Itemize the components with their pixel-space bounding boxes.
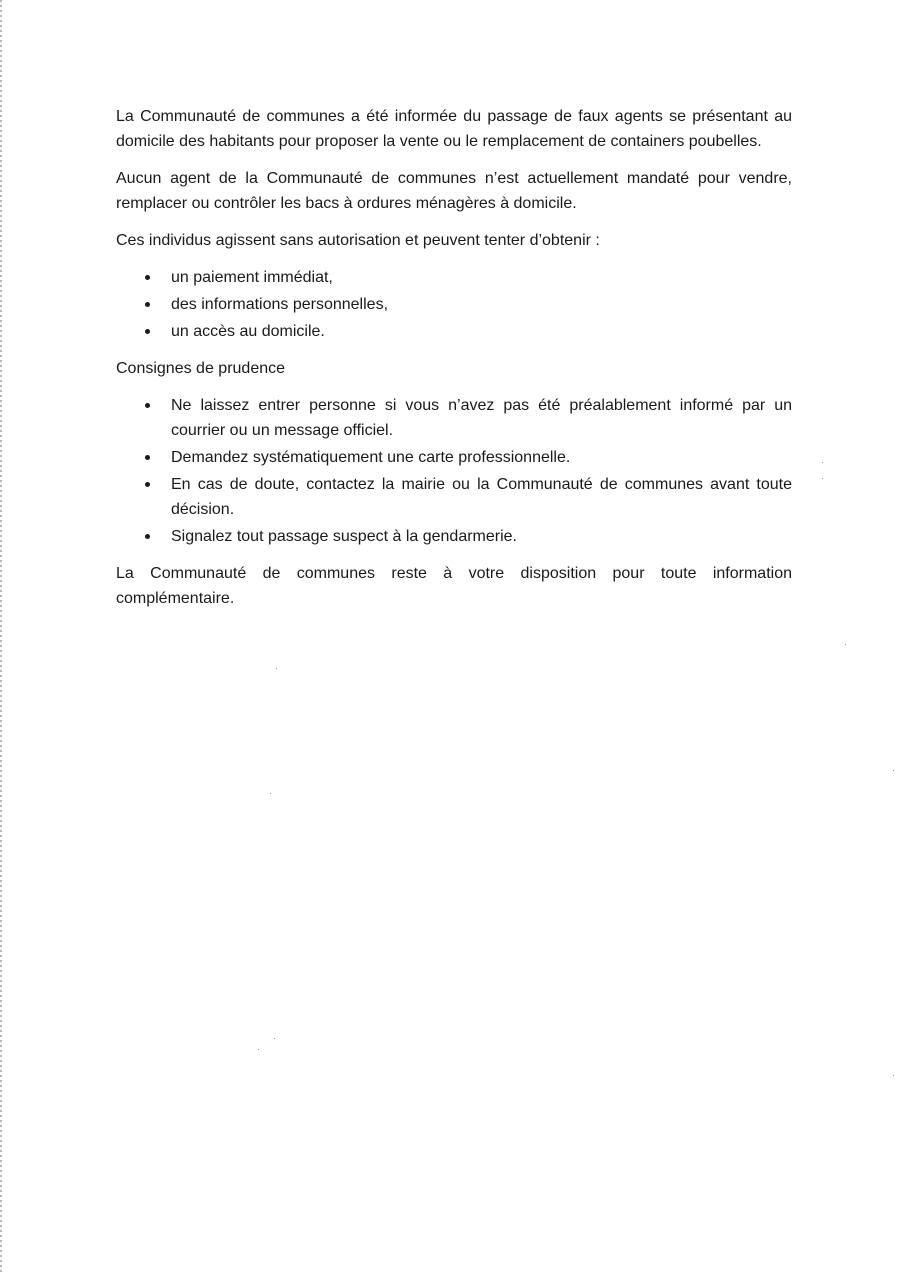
document-body xyxy=(116,104,792,623)
list-item-text: un paiement immédiat, xyxy=(171,269,333,286)
scan-speck xyxy=(845,644,846,645)
advice-list xyxy=(116,393,792,549)
statement-paragraph: Aucun agent de la Communauté de communes n’est actuellement mandaté pour vendre, remplacer ou contrôler les bacs à ordures ménagères à domicile. xyxy=(116,170,792,212)
risk-intro-paragraph: Ces individus agissent sans autorisation et peuvent tenter d’obtenir : xyxy=(116,232,600,249)
bullet-icon xyxy=(145,534,150,539)
list-item xyxy=(116,292,792,317)
scan-speck xyxy=(893,770,894,771)
scan-speck xyxy=(276,668,277,669)
list-item xyxy=(116,265,792,290)
list-item xyxy=(116,319,792,344)
scan-speck xyxy=(274,1038,275,1039)
scan-speck xyxy=(893,1075,894,1076)
list-item-text: Ne laissez entrer personne si vous n’avez pas été préalablement informé par un courrier ou un message officiel. xyxy=(171,397,792,439)
list-item-text: un accès au domicile. xyxy=(171,323,325,340)
bullet-icon xyxy=(145,302,150,307)
list-item xyxy=(116,393,792,443)
list-item-text: Signalez tout passage suspect à la gendarmerie. xyxy=(171,528,517,545)
scan-speck xyxy=(258,1049,259,1050)
scan-speck xyxy=(822,478,823,479)
scan-speck xyxy=(270,793,271,794)
bullet-icon xyxy=(145,275,150,280)
risk-list xyxy=(116,265,792,344)
intro-paragraph: La Communauté de communes a été informée du passage de faux agents se présentant au domicile des habitants pour proposer la vente ou le remplacement de containers poubelles. xyxy=(116,108,792,150)
closing-paragraph: La Communauté de communes reste à votre disposition pour toute information complémentaire. xyxy=(116,565,792,607)
advice-heading: Consignes de prudence xyxy=(116,360,286,377)
list-item-text: des informations personnelles, xyxy=(171,296,389,313)
list-item-text: Demandez systématiquement une carte professionnelle. xyxy=(171,449,571,466)
scan-speck xyxy=(822,462,823,463)
bullet-icon xyxy=(145,403,150,408)
list-item xyxy=(116,445,792,470)
bullet-icon xyxy=(145,482,150,487)
list-item-text: En cas de doute, contactez la mairie ou la Communauté de communes avant toute décision. xyxy=(171,476,792,518)
scan-edge-artifact xyxy=(0,0,2,1273)
list-item xyxy=(116,524,792,549)
list-item xyxy=(116,472,792,522)
bullet-icon xyxy=(145,329,150,334)
bullet-icon xyxy=(145,455,150,460)
